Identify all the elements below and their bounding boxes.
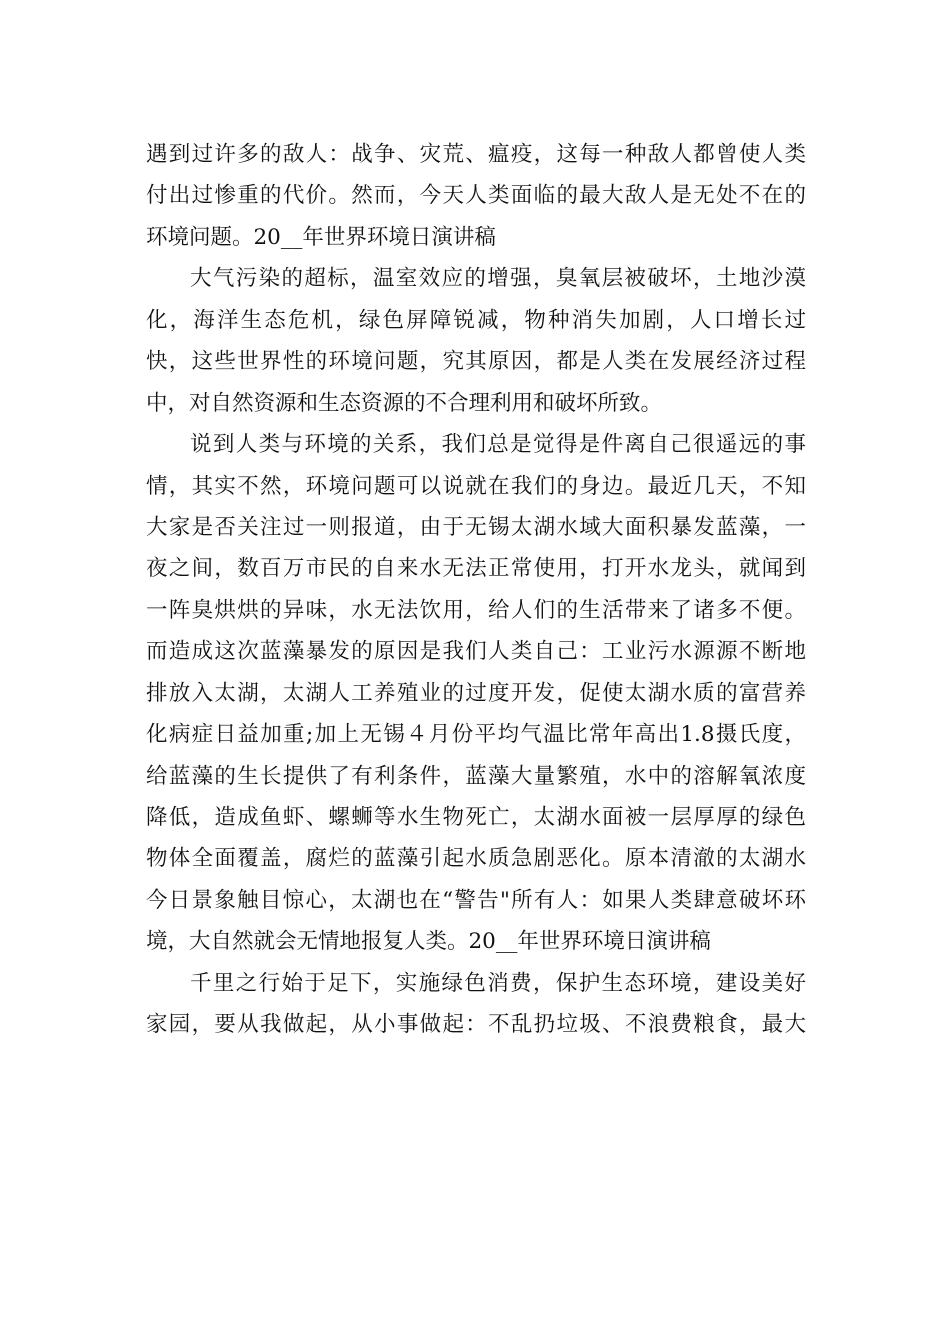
text-line: 化，海洋生态危机，绿色屏障锐减，物种消失加剧，人口增长过 (146, 307, 806, 333)
text-line: 降低，造成鱼虾、螺蛳等水生物死亡，太湖水面被一层厚厚的绿色 (146, 805, 806, 830)
text-line: 大家是否关注过一则报道，由于无锡太湖水域大面积暴发蓝藻，一 (146, 514, 806, 540)
text-line: 中，对自然资源和生态资源的不合理利用和破坏所致。 (146, 390, 663, 416)
text-line: 物体全面覆盖，腐烂的蓝藻引起水质急剧恶化。原本清澈的太湖水 (146, 846, 806, 872)
paragraph-first-line: 大气污染的超标，温室效应的增强，臭氧层被破坏，土地沙漠 (190, 266, 806, 292)
text-line: 今日景象触目惊心，太湖也在“警告"所有人：如果人类肆意破坏环 (146, 887, 806, 913)
text-line: 家园，要从我做起，从小事做起：不乱扔垃圾、不浪费粮食，最大 (146, 1012, 806, 1038)
text-line: 境，大自然就会无情地报复人类。20__年世界环境日演讲稿 (146, 929, 711, 955)
text-line: 夜之间，数百万市民的自来水无法正常使用，打开水龙头，就闻到 (146, 556, 806, 582)
paragraph-first-line: 千里之行始于足下，实施绿色消费，保护生态环境，建设美好 (190, 970, 806, 996)
text-line: 情，其实不然，环境问题可以说就在我们的身边。最近几天，不知 (146, 473, 806, 499)
text-line: 一阵臭烘烘的异味，水无法饮用，给人们的生活带来了诸多不便。 (146, 597, 806, 623)
text-line: 环境问题。20__年世界环境日演讲稿 (146, 224, 496, 250)
text-line: 而造成这次蓝藻暴发的原因是我们人类自己：工业污水源源不断地 (146, 639, 806, 665)
text-line: 遇到过许多的敌人：战争、灾荒、瘟疫，这每一种敌人都曾使人类 (146, 142, 806, 167)
text-line: 化病症日益加重;加上无锡４月份平均气温比常年高出1.8摄氏度， (146, 722, 806, 748)
text-line: 付出过惨重的代价。然而，今天人类面临的最大敌人是无处不在的 (146, 183, 806, 209)
text-line: 快，这些世界性的环境问题，究其原因，都是人类在发展经济过程 (146, 349, 806, 375)
text-line: 给蓝藻的生长提供了有利条件，蓝藻大量繁殖，水中的溶解氧浓度 (146, 763, 806, 789)
text-line: 排放入太湖，太湖人工养殖业的过度开发，促使太湖水质的富营养 (146, 680, 806, 706)
body-text (146, 134, 806, 1046)
paragraph-first-line: 说到人类与环境的关系，我们总是觉得是件离自己很遥远的事 (190, 432, 806, 458)
